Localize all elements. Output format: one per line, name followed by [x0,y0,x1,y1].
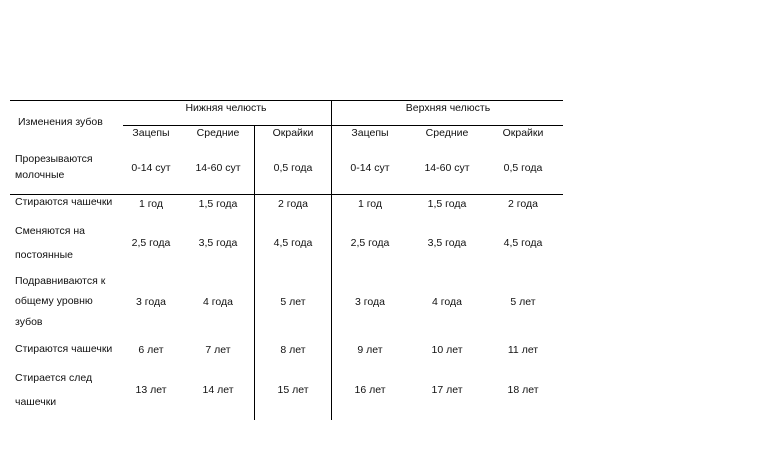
table-cell: 11 лет [507,344,539,356]
row-label: Стираются чашечки [15,196,113,208]
table-cell: 14-60 сут [424,162,470,174]
subheader: Средние [196,127,240,139]
group-header-lower-jaw: Нижняя челюсть [185,102,267,114]
table-cell: 2 года [508,198,538,210]
table-cell: 1,5 года [198,198,238,210]
subheader: Средние [425,127,469,139]
teeth-age-table [10,100,563,420]
table-cell: 18 лет [507,384,539,396]
table-cell: 3 года [136,296,166,308]
table-cell: 13 лет [135,384,167,396]
row-label: общему уровню [15,295,93,307]
table-cell: 0,5 года [273,162,313,174]
row-label: Стирается след [15,372,93,384]
table-cell: 0-14 сут [350,162,390,174]
table-cell: 14 лет [202,384,234,396]
table-cell: 4 года [432,296,462,308]
table-cell: 1,5 года [427,198,467,210]
column-rule-group-divider [331,100,332,420]
corner-header: Изменения зубов [18,116,103,128]
subheader: Окрайки [272,127,314,139]
table-cell: 9 лет [357,344,383,356]
table-cell: 0,5 года [503,162,543,174]
table-cell: 5 лет [280,296,306,308]
table-cell: 0-14 сут [131,162,171,174]
table-cell: 6 лет [138,344,164,356]
table-cell: 14-60 сут [195,162,241,174]
group-header-upper-jaw: Верхняя челюсть [405,102,491,114]
column-rule-lower-outer [254,125,255,420]
table-cell: 15 лет [277,384,309,396]
table-cell: 1 год [357,198,383,210]
table-cell: 3 года [355,296,385,308]
table-cell: 4,5 года [503,237,543,249]
row-label: Стираются чашечки [15,343,113,355]
table-cell: 4 года [203,296,233,308]
subheader-rule [123,125,563,126]
table-cell: 2 года [278,198,308,210]
subheader: Окрайки [502,127,544,139]
table-cell: 8 лет [280,344,306,356]
table-cell: 7 лет [205,344,231,356]
subheader: Зацепы [132,127,170,139]
table-cell: 2,5 года [350,237,390,249]
table-cell: 17 лет [431,384,463,396]
row-label: Подравниваются к [15,275,106,287]
table-cell: 10 лет [431,344,463,356]
row-label: постоянные [15,249,73,261]
table-cell: 1 год [138,198,164,210]
subheader: Зацепы [351,127,389,139]
row-label: чашечки [15,396,57,408]
table-cell: 4,5 года [273,237,313,249]
row-label: молочные [15,169,65,181]
table-cell: 5 лет [510,296,536,308]
table-cell: 2,5 года [131,237,171,249]
table-cell: 3,5 года [198,237,238,249]
table-cell: 3,5 года [427,237,467,249]
row-label: Прорезываются [15,153,93,165]
table-cell: 16 лет [354,384,386,396]
row-label: зубов [15,316,43,328]
row-label: Сменяются на [15,225,85,237]
